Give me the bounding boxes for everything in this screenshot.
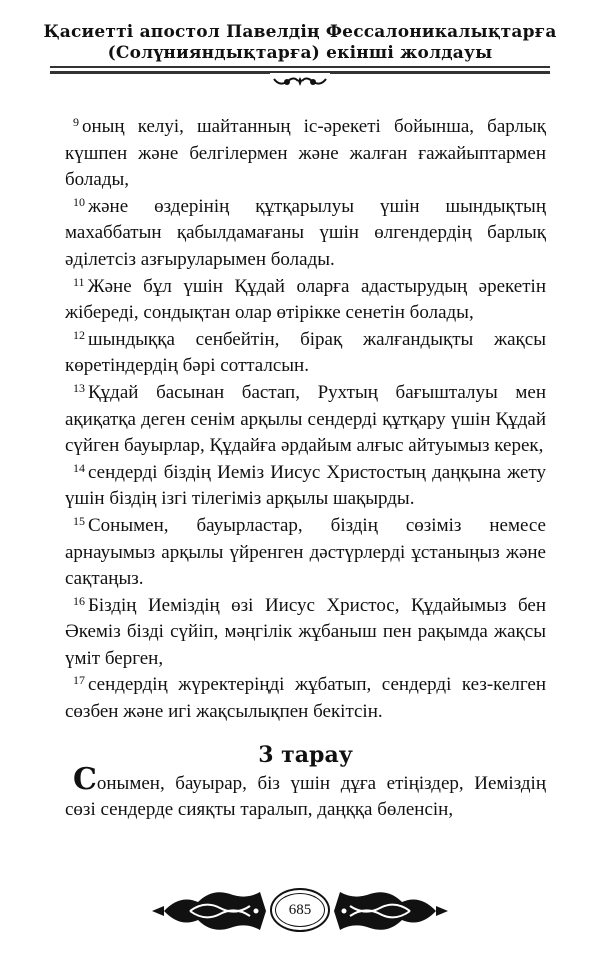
verse-number: 9: [73, 115, 79, 129]
verse-number: 15: [73, 513, 85, 528]
verse-number: 10: [73, 194, 85, 209]
chapter-3-verse-1: [65, 761, 546, 824]
verse-text: Және бұл үшін Құдай оларға адастырудың әрекетін жібереді, сондықтан олар өтірікке сенетін болады,: [65, 275, 546, 324]
verse-text: Біздің Иеміздің өзі Иисус Христос, Құдайымыз бен Әкеміз бізді сүйіп, мәңгілік жұбаныш пен рақымда жақсы үміт берген,: [65, 594, 546, 669]
verse-15: [65, 513, 546, 593]
verse-12: [65, 327, 546, 380]
verse-number: 14: [73, 460, 85, 475]
verse-number: 13: [73, 380, 85, 395]
verse-9: [65, 114, 546, 194]
verse-number: 16: [73, 593, 85, 608]
verse-number: 12: [73, 327, 85, 342]
page-number-text: 685: [288, 901, 312, 918]
verse-17: [65, 672, 546, 725]
page-body: [65, 114, 546, 824]
verse-text: шындыққа сенбейтін, бірақ жалғандықты жақсы көретіндердің бәрі сотталсын.: [65, 328, 546, 377]
drop-cap: С: [73, 761, 97, 797]
header-ornament-icon: [270, 73, 330, 89]
verse-number: 11: [73, 274, 85, 289]
verse-text: оның келуі, шайтанның іс-әрекеті бойынша, барлық күшпен және белгілермен және жалған ғажайыптармен болады,: [65, 116, 546, 191]
verse-number: 17: [73, 673, 85, 688]
verse-13: [65, 380, 546, 460]
header-line-2: (Солүнияндықтарға) екінші жолдауы: [107, 43, 493, 63]
header-divider: [50, 66, 550, 68]
verse-16: [65, 593, 546, 673]
verse-text: сендердің жүректеріңді жұбатып, сендерді кез-келген сөзбен және игі жақсылықпен бекітсін.: [65, 674, 546, 723]
page-footer: [150, 878, 450, 944]
header-line-1: Қасиетті апостол Павелдің Фессалоникалықтарға: [43, 22, 557, 42]
verse-text: онымен, бауырар, біз үшін дұға етіңіздер, Иеміздің сөзі сендерде сияқты таралып, даңққа бөленсін,: [65, 772, 546, 821]
verse-14: [65, 460, 546, 513]
chapter-heading: 3 тарау: [258, 741, 353, 768]
verse-10: [65, 194, 546, 274]
page-number: [270, 888, 330, 932]
verse-text: және өздерінің құтқарылуы үшін шындықтың махаббатын қабылдамағаны үшін өлгендердің барлық әділетсіз азғыруларымен болады.: [65, 195, 546, 270]
verse-text: Сонымен, бауырластар, біздің сөзіміз немесе арнауымыз арқылы үйренген дәстүрлерді ұстаныңыз және сақтаңыз.: [65, 514, 546, 590]
running-header: [0, 22, 600, 64]
verse-11: [65, 274, 546, 327]
verse-text: сендерді біздің Иеміз Иисус Христостың даңқына жету үшін біздің ізгі тілегіміз арқылы шақырды.: [65, 461, 546, 510]
verse-text: Құдай басынан бастап, Рухтың бағышталуы мен ақиқатқа деген сенім арқылы сендерді құтқару үшін Құдай сүйген бауырлар, Құдайға әрдайым алғыс айтуымыз керек,: [65, 381, 546, 457]
